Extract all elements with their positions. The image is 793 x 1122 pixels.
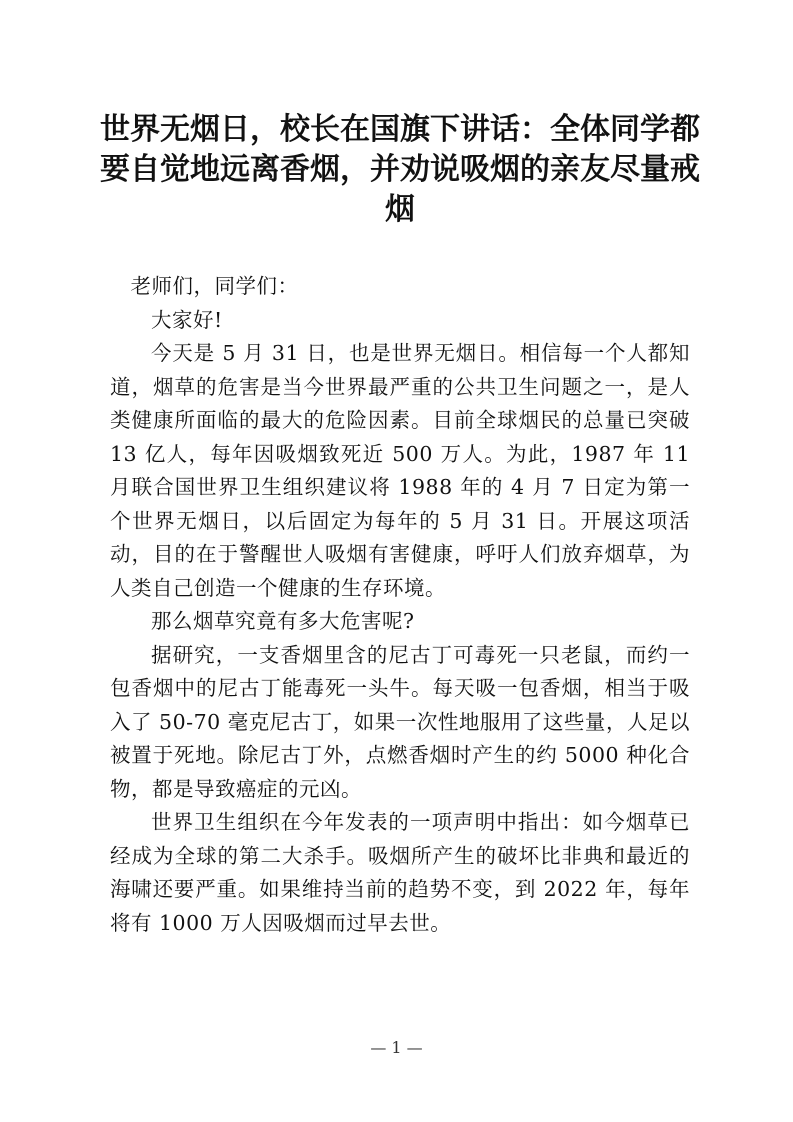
paragraph-who-statement: 世界卫生组织在今年发表的一项声明中指出：如今烟草已经成为全球的第二大杀手。吸烟所产生的破坏比非典和最近的海啸还要严重。如果维持当前的趋势不变，到 2022 年，每年将有 1000 万人因吸烟而过早去世。 bbox=[110, 810, 690, 935]
paragraph-research: 据研究，一支香烟里含的尼古丁可毒死一只老鼠，而约一包香烟中的尼古丁能毒死一头牛。每天吸一包香烟，相当于吸入了 50-70 毫克尼古丁，如果一次性地服用了这些量，人足以被置于死地。除尼古丁外，点燃香烟时产生的约 5000 种化合物，都是导致癌症的元凶。 bbox=[110, 642, 690, 801]
paragraph-question: 那么烟草究竟有多大危害呢? bbox=[151, 609, 415, 633]
salutation: 老师们，同学们： bbox=[130, 274, 299, 298]
paragraph-greeting: 大家好! bbox=[151, 307, 223, 332]
page-number: — 1 — bbox=[370, 1038, 423, 1057]
document-body bbox=[110, 270, 690, 940]
document-title: 世界无烟日，校长在国旗下讲话：全体同学都要自觉地远离香烟，并劝说吸烟的亲友尽量戒烟 bbox=[100, 112, 700, 227]
paragraph-intro: 今天是 5 月 31 日，也是世界无烟日。相信每一个人都知道，烟草的危害是当今世界最严重的公共卫生问题之一，是人类健康所面临的最大的危险因素。目前全球烟民的总量已突破 13 亿人，每年因吸烟致死近 500 万人。为此，1987 年 11 月联合国世界卫生组织建议将 1988 年的 4 月 7 日定为第一个世界无烟日，以后固定为每年的 5 月 31 日。开展这项活动，目的在于警醒世人吸烟有害健康，呼吁人们放弃烟草，为人类自己创造一个健康的生存环境。 bbox=[110, 341, 690, 600]
